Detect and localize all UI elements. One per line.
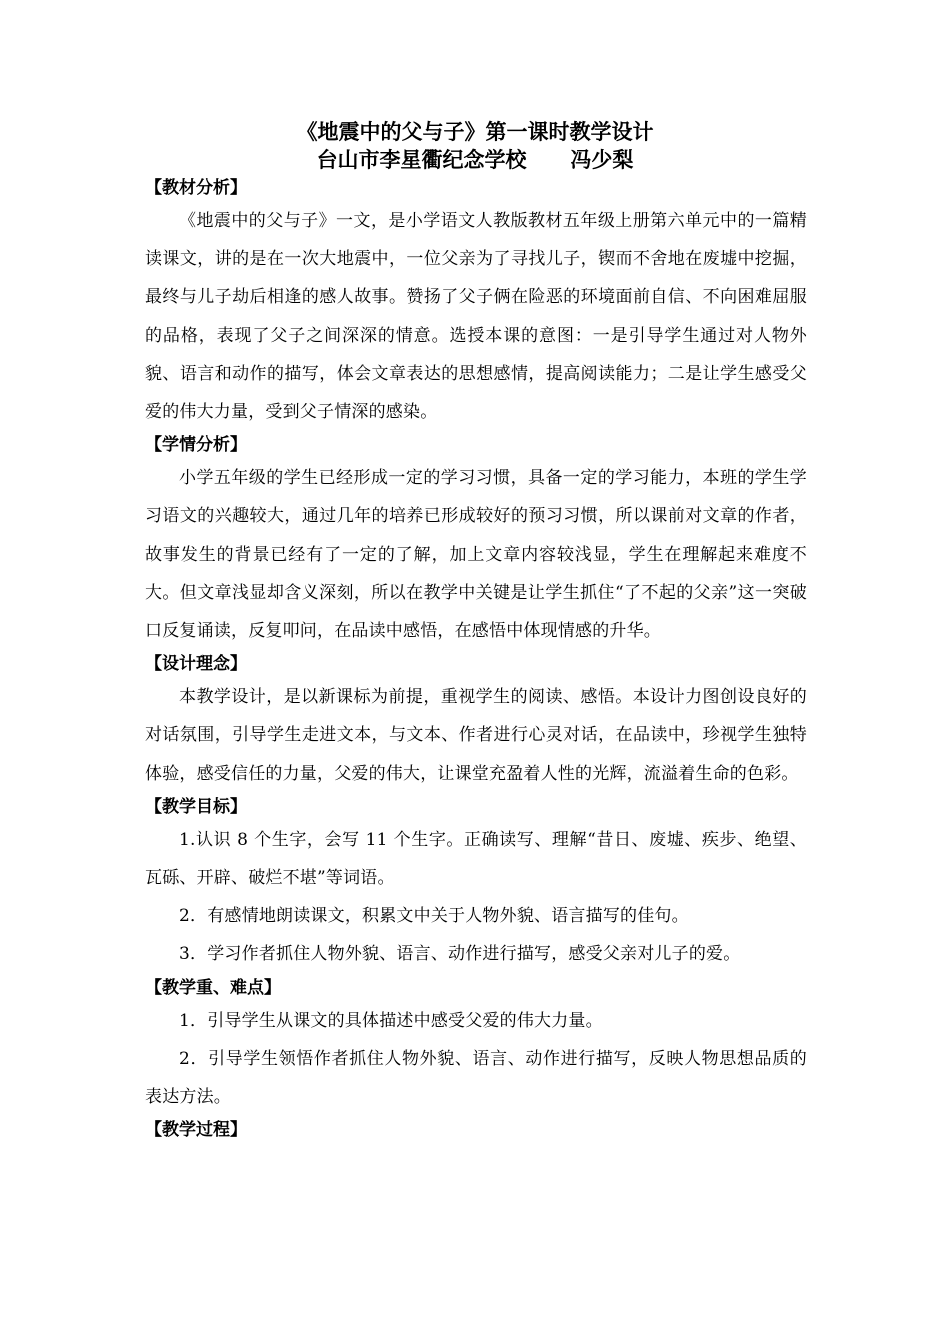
key-point-item-1: 1．引导学生从课文的具体描述中感受父爱的伟大力量。 — [179, 1010, 603, 1031]
title-block — [0, 118, 950, 174]
goal-item-3: 3．学习作者抓住人物外貌、语言、动作进行描写，感受父亲对儿子的爱。 — [179, 944, 741, 965]
key-point-item-2: 2．引导学生领悟作者抓住人物外貌、语言、动作进行描写，反映人物思想品质的表达方法。 — [145, 1048, 807, 1108]
paragraph-textbook-analysis: 《地震中的父与子》一文，是小学语文人教版教材五年级上册第六单元中的一篇精读课文，讲的是在一次大地震中，一位父亲为了寻找儿子，锲而不舍地在废墟中挖掘，最终与儿子劫后相逢的感人故事。赞扬了父子俩在险恶的环境面前自信、不向困难屈服的品格，表现了父子之间深深的情意。选授本课的意图：一是引导学生通过对人物外貌、语言和动作的描写，体会文章表达的思想感情，提高阅读能力；二是让学生感受父爱的伟大力量，受到父子情深的感染。 — [145, 211, 807, 423]
document-author-line: 台山市李星衢纪念学校 冯少梨 — [316, 148, 634, 172]
document-body — [145, 174, 807, 1144]
goal-item-2: 2．有感情地朗读课文，积累文中关于人物外貌、语言描写的佳句。 — [179, 906, 689, 927]
paragraph-student-analysis: 小学五年级的学生已经形成一定的学习习惯，具备一定的学习能力，本班的学生学习语文的兴趣较大，通过几年的培养已形成较好的预习习惯，所以课前对文章的作者，故事发生的背景已经有了一定的了解，加上文章内容较浅显，学生在理解起来难度不大。但文章浅显却含义深刻，所以在教学中关键是让学生抓住“了不起的父亲”这一突破口反复诵读，反复叩问，在品读中感悟，在感悟中体现情感的升华。 — [145, 468, 807, 642]
document-title: 《地震中的父与子》第一课时教学设计 — [296, 120, 654, 144]
section-heading-design-concept: 【设计理念】 — [145, 654, 247, 675]
section-heading-teaching-goals: 【教学目标】 — [145, 796, 247, 817]
section-heading-student-analysis: 【学情分析】 — [145, 435, 247, 456]
section-heading-teaching-process: 【教学过程】 — [145, 1120, 247, 1141]
section-heading-key-points: 【教学重、难点】 — [145, 977, 281, 998]
paragraph-design-concept: 本教学设计，是以新课标为前提，重视学生的阅读、感悟。本设计力图创设良好的对话氛围，引导学生走进文本，与文本、作者进行心灵对话，在品读中，珍视学生独特体验，感受信任的力量，父爱的伟大，让课堂充盈着人性的光辉，流溢着生命的色彩。 — [145, 687, 807, 784]
goal-item-1: 1.认识 8 个生字，会写 11 个生字。正确读写、理解“昔日、废墟、疾步、绝望、瓦砾、开辟、破烂不堪”等词语。 — [145, 829, 807, 889]
section-heading-textbook-analysis: 【教材分析】 — [145, 178, 247, 198]
